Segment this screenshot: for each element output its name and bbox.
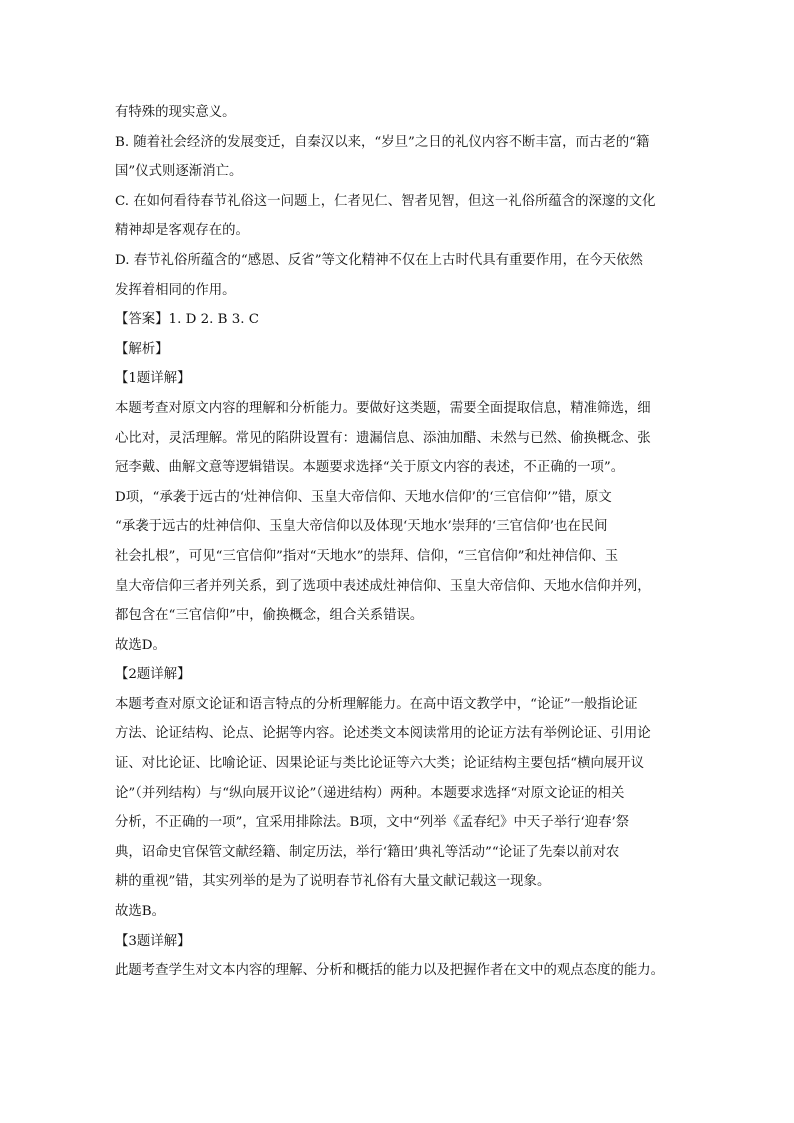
- text-line: 本题考查对原文内容的理解和分析能力。要做好这类题，需要全面提取信息，精准筛选，细: [115, 400, 651, 416]
- text-line: 冠李戴、曲解文意等逻辑错误。本题要求选择“关于原文内容的表述，不正确的一项”。: [115, 460, 625, 476]
- text-line: 论”（并列结构）与“纵向展开议论”（递进结构）两种。本题要求选择“对原文论证的相关: [115, 785, 625, 801]
- text-line: 发挥着相同的作用。: [115, 282, 236, 298]
- text-line: 本题考查对原文论证和语言特点的分析理解能力。在高中语文教学中，“论证”一般指论证: [115, 696, 638, 712]
- text-line: 皇大帝信仰三者并列关系，到了选项中表述成灶神信仰、玉皇大帝信仰、天地水信仰并列，: [115, 578, 651, 594]
- text-line: 故选D。: [115, 637, 166, 653]
- text-line: 都包含在“三官信仰”中，偷换概念，组合关系错误。: [115, 608, 424, 624]
- text-line: C. 在如何看待春节礼俗这一问题上，仁者见仁、智者见智，但这一礼俗所蕴含的深邃的文化: [115, 193, 656, 209]
- text-line: 【解析】: [115, 341, 169, 357]
- text-line: 【3题详解】: [115, 933, 191, 949]
- text-line: 方法、论证结构、论点、论据等内容。论述类文本阅读常用的论证方法有举例论证、引用论: [115, 726, 651, 742]
- text-line: 证、对比论证、比喻论证、因果论证与类比论证等六大类；论证结构主要包括“横向展开议: [115, 756, 645, 772]
- text-line: 典，诏命史官保管文献经籍、制定历法，举行‘籍田’典礼等活动”“论证了先秦以前对农: [115, 844, 620, 860]
- text-line: 精神却是客观存在的。: [115, 223, 249, 239]
- text-line: B. 随着社会经济的发展变迁，自秦汉以来，“岁旦”之日的礼仪内容不断丰富，而古老的“籍: [115, 134, 650, 150]
- text-line: 有特殊的现实意义。: [115, 105, 236, 120]
- text-line: 分析，不正确的一项”，宜采用排除法。B项，文中“列举《孟春纪》中天子举行‘迎春’祭: [115, 815, 630, 831]
- text-line: 心比对，灵活理解。常见的陷阱设置有：遗漏信息、添油加醋、未然与已然、偷换概念、张: [115, 430, 651, 446]
- text-line: 【1题详解】: [115, 371, 191, 387]
- text-line: D. 春节礼俗所蕴含的“感恩、反省”等文化精神不仅在上古时代具有重要作用，在今天依然: [115, 252, 643, 268]
- text-line: 故选B。: [115, 904, 166, 920]
- text-line: 社会扎根”，可见“三官信仰”指对“天地水”的崇拜、信仰，“三官信仰”和灶神信仰、玉: [115, 548, 619, 564]
- text-line: D项，“承袭于远古的‘灶神信仰、玉皇大帝信仰、天地水信仰’的‘三官信仰’”错，原文: [115, 489, 612, 505]
- text-line: 此题考查学生对文本内容的理解、分析和概括的能力以及把握作者在文中的观点态度的能力。: [115, 963, 665, 979]
- text-line: 国”仪式则逐渐消亡。: [115, 164, 243, 180]
- text-line: 耕的重视”错，其实列举的是为了说明春节礼俗有大量文献记载这一现象。: [115, 874, 551, 890]
- text-line: 【答案】1. D 2. B 3. C: [115, 312, 259, 328]
- document-body: [115, 98, 683, 986]
- text-line: “承袭于远古的灶神信仰、玉皇大帝信仰以及体现‘天地水’崇拜的‘三官信仰’也在民间: [115, 519, 608, 535]
- text-line: 【2题详解】: [115, 667, 191, 683]
